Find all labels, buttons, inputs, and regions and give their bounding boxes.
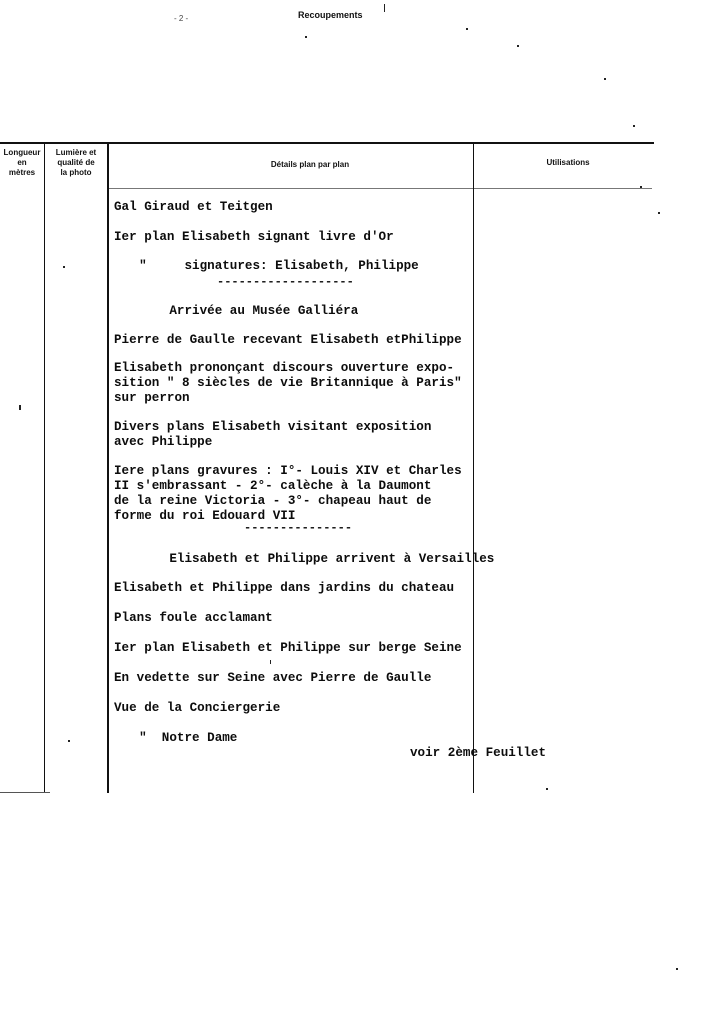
section-heading: Elisabeth et Philippe arrivent à Versailles xyxy=(124,552,495,566)
shot-line: sition " 8 siècles de vie Britannique à Paris" xyxy=(114,376,462,390)
shot-line: Divers plans Elisabeth visitant exposition xyxy=(114,420,432,434)
shot-line: Ier plan Elisabeth signant livre d'Or xyxy=(114,230,394,244)
shot-line: Plans foule acclamant xyxy=(114,611,273,625)
scan-speck xyxy=(270,660,271,664)
shot-line: Gal Giraud et Teitgen xyxy=(114,200,273,214)
shot-line: sur perron xyxy=(114,391,190,405)
column-divider-1 xyxy=(44,143,45,793)
scan-speck xyxy=(633,125,635,127)
shot-line: Elisabeth et Philippe dans jardins du chateau xyxy=(114,581,455,595)
scan-speck xyxy=(68,740,70,742)
scan-speck xyxy=(63,266,65,268)
scan-speck xyxy=(19,405,21,410)
scan-speck xyxy=(517,45,519,47)
scan-speck xyxy=(658,212,660,214)
shot-line: Vue de la Conciergerie xyxy=(114,701,281,715)
table-top-rule xyxy=(0,142,654,144)
shot-line: Pierre de Gaulle recevant Elisabeth etPhilippe xyxy=(114,333,462,347)
column-header-length: Longueur en mètres xyxy=(3,148,41,177)
scan-speck xyxy=(546,788,548,790)
page-title: Recoupements xyxy=(298,10,363,20)
page-number: - 2 - xyxy=(174,14,189,23)
scan-speck xyxy=(384,4,385,12)
column-header-uses: Utilisations xyxy=(546,158,590,167)
shot-line: avec Philippe xyxy=(114,435,213,449)
shot-line: de la reine Victoria - 3°- chapeau haut de xyxy=(114,494,432,508)
shot-line: Ier plan Elisabeth et Philippe sur berge Seine xyxy=(114,641,462,655)
separator-dashes: --------------- xyxy=(244,521,353,535)
column-divider-3 xyxy=(473,143,474,793)
shot-line: Iere plans gravures : I°- Louis XIV et Charles xyxy=(114,464,462,478)
scan-speck xyxy=(466,28,468,30)
scan-speck xyxy=(676,968,678,970)
table-bottom-rule xyxy=(0,792,50,793)
shot-line: " Notre Dame xyxy=(124,731,238,745)
continuation-note: voir 2ème Feuillet xyxy=(410,746,547,760)
shot-line: Elisabeth prononçant discours ouverture expo- xyxy=(114,361,455,375)
scan-speck xyxy=(640,186,642,188)
column-header-light: Lumière et qualité de la photo xyxy=(55,148,97,177)
scan-speck xyxy=(604,78,606,80)
column-divider-2 xyxy=(107,143,109,793)
shot-line: " signatures: Elisabeth, Philippe xyxy=(124,259,419,273)
header-bottom-rule xyxy=(108,188,652,189)
scan-speck xyxy=(305,36,307,38)
shot-line: En vedette sur Seine avec Pierre de Gaulle xyxy=(114,671,432,685)
shot-line: II s'embrassant - 2°- calèche à la Daumont xyxy=(114,479,432,493)
separator-dashes: ------------------- xyxy=(217,275,354,289)
column-header-details: Détails plan par plan xyxy=(270,160,350,169)
shot-line: forme du roi Edouard VII xyxy=(114,509,296,523)
section-heading: Arrivée au Musée Galliéra xyxy=(124,304,359,318)
